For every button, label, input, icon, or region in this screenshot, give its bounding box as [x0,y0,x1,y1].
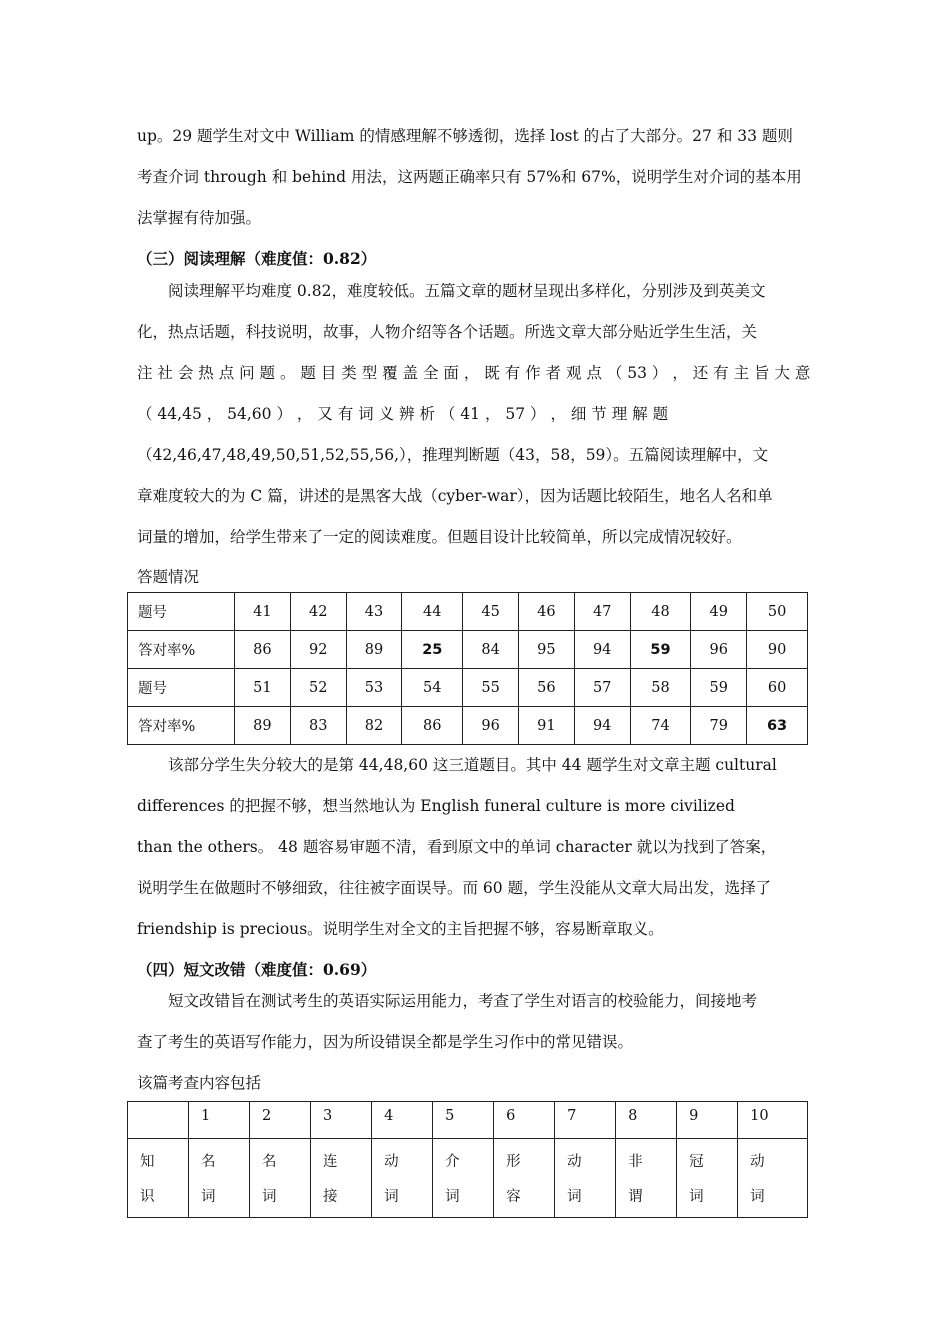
text-line: up。29 题学生对文中 William 的情感理解不够透彻，选择 lost 的占了大部分。27 和 33 题则 [137,127,793,145]
table-cell: 59 [691,669,747,707]
section4-paragraph [137,981,813,1063]
cell-char: 接 [323,1189,338,1205]
table-cell: 42 [290,593,346,631]
table-cell: 79 [691,707,747,745]
row-header: 题号 [128,669,235,707]
error-correction-table [127,1101,808,1218]
table-cell: 53 [346,669,402,707]
table-cell [433,1139,494,1218]
table-cell [372,1139,433,1218]
text-line: 阅读理解平均难度 0.82，难度较低。五篇文章的题材呈现出多样化，分别涉及到英美文 [137,282,766,300]
analysis-paragraph [137,745,813,950]
table-cell: 10 [738,1102,808,1139]
cell-char: 连 [323,1154,338,1170]
cell-char: 词 [750,1189,765,1205]
table-cell: 7 [555,1102,616,1139]
table-cell: 44 [402,593,463,631]
text-line: than the others。 48 题容易审题不清，看到原文中的单词 character 就以为找到了答案， [137,838,777,856]
table-cell [677,1139,738,1218]
text-line: 法掌握有待加强。 [137,209,262,227]
table-cell: 1 [189,1102,250,1139]
table-cell: 43 [346,593,402,631]
cell-char: 名 [262,1154,277,1170]
section4-heading: （四）短文改错（难度值：0.69） [137,960,377,979]
table-cell: 95 [518,631,574,669]
table-cell: 82 [346,707,402,745]
table-cell: 5 [433,1102,494,1139]
cell-char: 词 [567,1189,582,1205]
table-cell: 8 [616,1102,677,1139]
cell-char: 动 [567,1154,582,1170]
text-line: （42,46,47,48,49,50,51,52,55,56,），推理判断题（43，58，59）。五篇阅读理解中，文 [137,446,769,464]
table-cell [616,1139,677,1218]
text-line: 注 社 会 热 点 问 题 。 题 目 类 型 覆 盖 全 面 ， 既 有 作 者 观 点 （ 53 ） ， 还 有 主 旨 大 意 [137,364,811,382]
text-line: 查了考生的英语写作能力，因为所设错误全都是学生习作中的常见错误。 [137,1033,634,1051]
table-cell [250,1139,311,1218]
cell-char: 非 [628,1154,643,1170]
cell-char: 词 [384,1189,399,1205]
cell-char: 动 [384,1154,399,1170]
cell-char: 名 [201,1154,216,1170]
top-paragraph [137,116,813,239]
cell-char: 词 [262,1189,277,1205]
text-line: 章难度较大的为 C 篇，讲述的是黑客大战（cyber-war），因为话题比较陌生，地名人名和单 [137,487,773,505]
text-line: differences 的把握不够，想当然地认为 English funeral culture is more civilized [137,797,735,815]
table-cell [128,1102,189,1139]
table-cell: 89 [235,707,291,745]
cell-char: 谓 [628,1189,643,1205]
table-cell-highlight: 59 [630,631,691,669]
text-line: （ 44,45 ， 54,60 ） ， 又 有 词 义 辨 析 （ 41 ， 57 ） ， 细 节 理 解 题 [137,405,669,423]
table-cell: 96 [463,707,519,745]
table-cell: 49 [691,593,747,631]
cell-char: 形 [506,1154,521,1170]
answer-table-label: 答题情况 [137,568,200,586]
content-table-label: 该篇考查内容包括 [137,1074,262,1092]
row-header: 答对率% [128,631,235,669]
table-cell: 9 [677,1102,738,1139]
table-row [128,1139,808,1218]
table-cell: 57 [574,669,630,707]
row-header: 题号 [128,593,235,631]
cell-char: 词 [689,1189,704,1205]
text-line: 说明学生在做题时不够细致，往往被字面误导。而 60 题，学生没能从文章大局出发，选择了 [137,879,772,897]
table-cell [555,1139,616,1218]
row-header: 答对率% [128,707,235,745]
table-cell: 86 [235,631,291,669]
text-line: 短文改错旨在测试考生的英语实际运用能力，考查了学生对语言的校验能力，间接地考 [137,992,758,1010]
table-cell: 84 [463,631,519,669]
table-cell-highlight: 63 [747,707,808,745]
table-cell: 89 [346,631,402,669]
table-cell: 46 [518,593,574,631]
text-line: friendship is precious。说明学生对全文的主旨把握不够，容易断章取义。 [137,920,664,938]
answer-rate-table [127,592,808,745]
section3-paragraph [137,271,813,558]
table-cell: 52 [290,669,346,707]
table-cell: 60 [747,669,808,707]
table-cell [738,1139,808,1218]
cell-char: 容 [506,1189,521,1205]
table-row [128,593,808,631]
table-cell: 74 [630,707,691,745]
cell-char: 知 [140,1154,155,1170]
text-line: 词量的增加，给学生带来了一定的阅读难度。但题目设计比较简单，所以完成情况较好。 [137,528,742,546]
table-cell [494,1139,555,1218]
text-line: 考查介词 through 和 behind 用法，这两题正确率只有 57%和 67%，说明学生对介词的基本用 [137,168,802,186]
table-cell: 4 [372,1102,433,1139]
table-cell: 83 [290,707,346,745]
text-line: 化，热点话题，科技说明，故事，人物介绍等各个话题。所选文章大部分贴近学生生活，关 [137,323,758,341]
table-cell: 58 [630,669,691,707]
cell-char: 词 [445,1189,460,1205]
cell-char: 动 [750,1154,765,1170]
cell-char: 识 [140,1189,155,1205]
table-cell: 90 [747,631,808,669]
table-cell: 96 [691,631,747,669]
table-cell: 54 [402,669,463,707]
row-header [128,1139,189,1218]
table-cell: 94 [574,631,630,669]
table-cell: 41 [235,593,291,631]
table-cell: 92 [290,631,346,669]
table-cell: 86 [402,707,463,745]
table-cell: 51 [235,669,291,707]
table-cell: 56 [518,669,574,707]
table-cell: 45 [463,593,519,631]
text-line: 该部分学生失分较大的是第 44,48,60 这三道题目。其中 44 题学生对文章主题 cultural [137,756,777,774]
section3-heading: （三）阅读理解（难度值：0.82） [137,249,377,268]
table-cell: 47 [574,593,630,631]
table-cell: 3 [311,1102,372,1139]
cell-char: 冠 [689,1154,704,1170]
table-cell: 50 [747,593,808,631]
table-row [128,1102,808,1139]
table-cell [189,1139,250,1218]
table-cell-highlight: 25 [402,631,463,669]
table-cell: 91 [518,707,574,745]
table-cell: 2 [250,1102,311,1139]
cell-char: 介 [445,1154,460,1170]
table-row [128,631,808,669]
table-row [128,707,808,745]
table-cell: 55 [463,669,519,707]
table-cell [311,1139,372,1218]
table-cell: 94 [574,707,630,745]
table-cell: 48 [630,593,691,631]
table-row [128,669,808,707]
table-cell: 6 [494,1102,555,1139]
cell-char: 词 [201,1189,216,1205]
